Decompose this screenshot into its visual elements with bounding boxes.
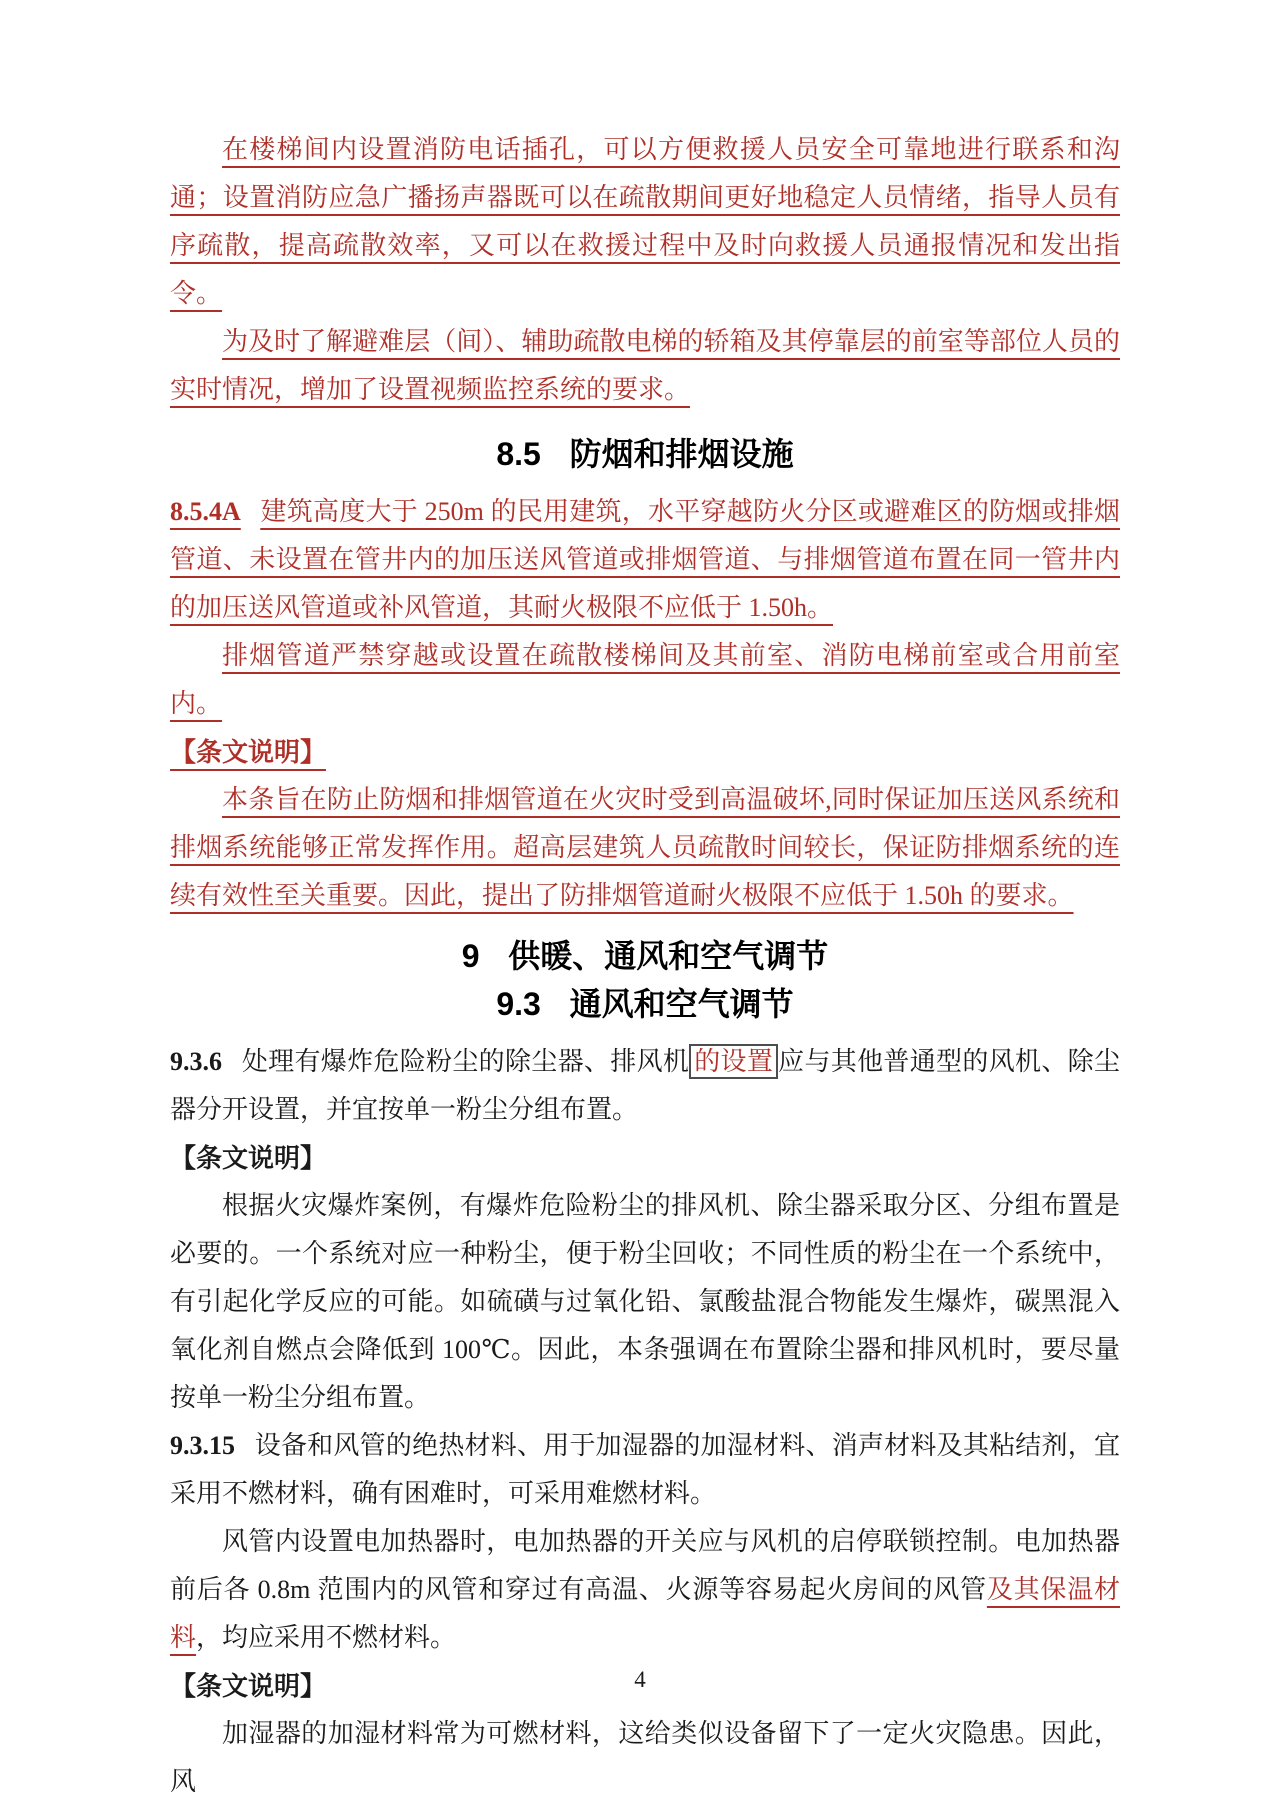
paragraph-explain-9-3-6-text: 根据火灾爆炸案例，有爆炸危险粉尘的排风机、除尘器采取分区、分组布置是必要的。一个系统对应一种粉尘，便于粉尘回收；不同性质的粉尘在一个系统中，有引起化学反应的可能。如硫磺与过氧化铅、氯酸盐混合物能发生爆炸，碳黑混入氧化剂自燃点会降低到 100℃。因此，本条强调在布置除尘器和排风机时，要尽量按单一粉尘分组布置。 [170,1191,1120,1412]
paragraph-video-monitor-text: 为及时了解避难层（间）、辅助疏散电梯的轿箱及其停靠层的前室等部位人员的实时情况，增加了设置视频监控系统的要求。 [170,327,1120,404]
heading-9-3 [170,980,1120,1028]
heading-9-title: 供暖、通风和空气调节 [508,938,829,974]
heading-9-3-number: 9.3 [496,986,541,1022]
clause-9-3-6-number: 9.3.6 [170,1047,222,1076]
explain-label-1 [170,1134,1120,1182]
explain-label-2-text: 【条文说明】 [170,1671,327,1701]
clause-9-3-15-number: 9.3.15 [170,1431,235,1460]
clause-9-3-15-text: 设备和风管的绝热材料、用于加湿器的加湿材料、消声材料及其粘结剂，宜采用不燃材料，确有困难时，可采用难燃材料。 [170,1431,1120,1508]
clause-9-3-6 [170,1038,1120,1134]
heading-8-5-title: 防烟和排烟设施 [569,436,794,472]
paragraph-smoke-duct-ban-text: 排烟管道严禁穿越或设置在疏散楼梯间及其前室、消防电梯前室或合用前室内。 [170,641,1120,718]
clause-8-5-4A [170,488,1120,632]
document-body [170,126,1120,1806]
clause-9-3-6-text-after: 应与其他普通型的风机、除尘器分开设置，并宜按单一粉尘分组布置。 [170,1047,1120,1124]
paragraph-fire-telephone [170,126,1120,318]
paragraph-electric-heater [170,1518,1120,1662]
explain-label-red-text: 【条文说明】 [170,737,327,767]
clause-9-3-6-inserted-revision: 的设置 [689,1044,778,1079]
paragraph-video-monitor [170,318,1120,414]
paragraph-electric-heater-revised: 及其保温材料 [170,1575,1120,1652]
paragraph-humidifier [170,1710,1120,1806]
page-number [0,1665,1280,1695]
heading-8-5 [170,430,1120,478]
heading-9-3-title: 通风和空气调节 [569,986,794,1022]
heading-9 [170,932,1120,980]
paragraph-explain-8-5-4A-text: 本条旨在防止防烟和排烟管道在火灾时受到高温破坏,同时保证加压送风系统和排烟系统能够正常发挥作用。超高层建筑人员疏散时间较长，保证防排烟系统的连续有效性至关重要。因此，提出了防排烟管道耐火极限不应低于 1.50h 的要求。 [170,785,1120,910]
paragraph-explain-8-5-4A [170,776,1120,920]
clause-9-3-6-text-before: 处理有爆炸危险粉尘的除尘器、排风机 [241,1047,690,1076]
paragraph-electric-heater-text-after: ，均应采用不燃材料。 [196,1623,457,1652]
heading-9-number: 9 [461,938,480,974]
explain-label-1-text: 【条文说明】 [170,1143,327,1173]
clause-8-5-4A-number: 8.5.4A [170,497,241,526]
paragraph-explain-9-3-6 [170,1182,1120,1422]
clause-9-3-15 [170,1422,1120,1518]
heading-8-5-number: 8.5 [496,436,541,472]
clause-8-5-4A-text: 建筑高度大于 250m 的民用建筑，水平穿越防火分区或避难区的防烟或排烟管道、未设置在管井内的加压送风管道或排烟管道、与排烟管道布置在同一管井内的加压送风管道或补风管道，其耐火极限不应低于 1.50h。 [170,497,1120,622]
paragraph-humidifier-text: 加湿器的加湿材料常为可燃材料，这给类似设备留下了一定火灾隐患。因此，风 [170,1719,1120,1796]
explain-label-red [170,728,1120,776]
page-number-text: 4 [634,1667,646,1692]
paragraph-electric-heater-text-before: 风管内设置电加热器时，电加热器的开关应与风机的启停联锁控制。电加热器前后各 0.8m 范围内的风管和穿过有高温、火源等容易起火房间的风管 [170,1527,1120,1604]
paragraph-smoke-duct-ban [170,632,1120,728]
paragraph-fire-telephone-text: 在楼梯间内设置消防电话插孔，可以方便救援人员安全可靠地进行联系和沟通；设置消防应急广播扬声器既可以在疏散期间更好地稳定人员情绪，指导人员有序疏散，提高疏散效率，又可以在救援过程中及时向救援人员通报情况和发出指令。 [170,135,1120,308]
